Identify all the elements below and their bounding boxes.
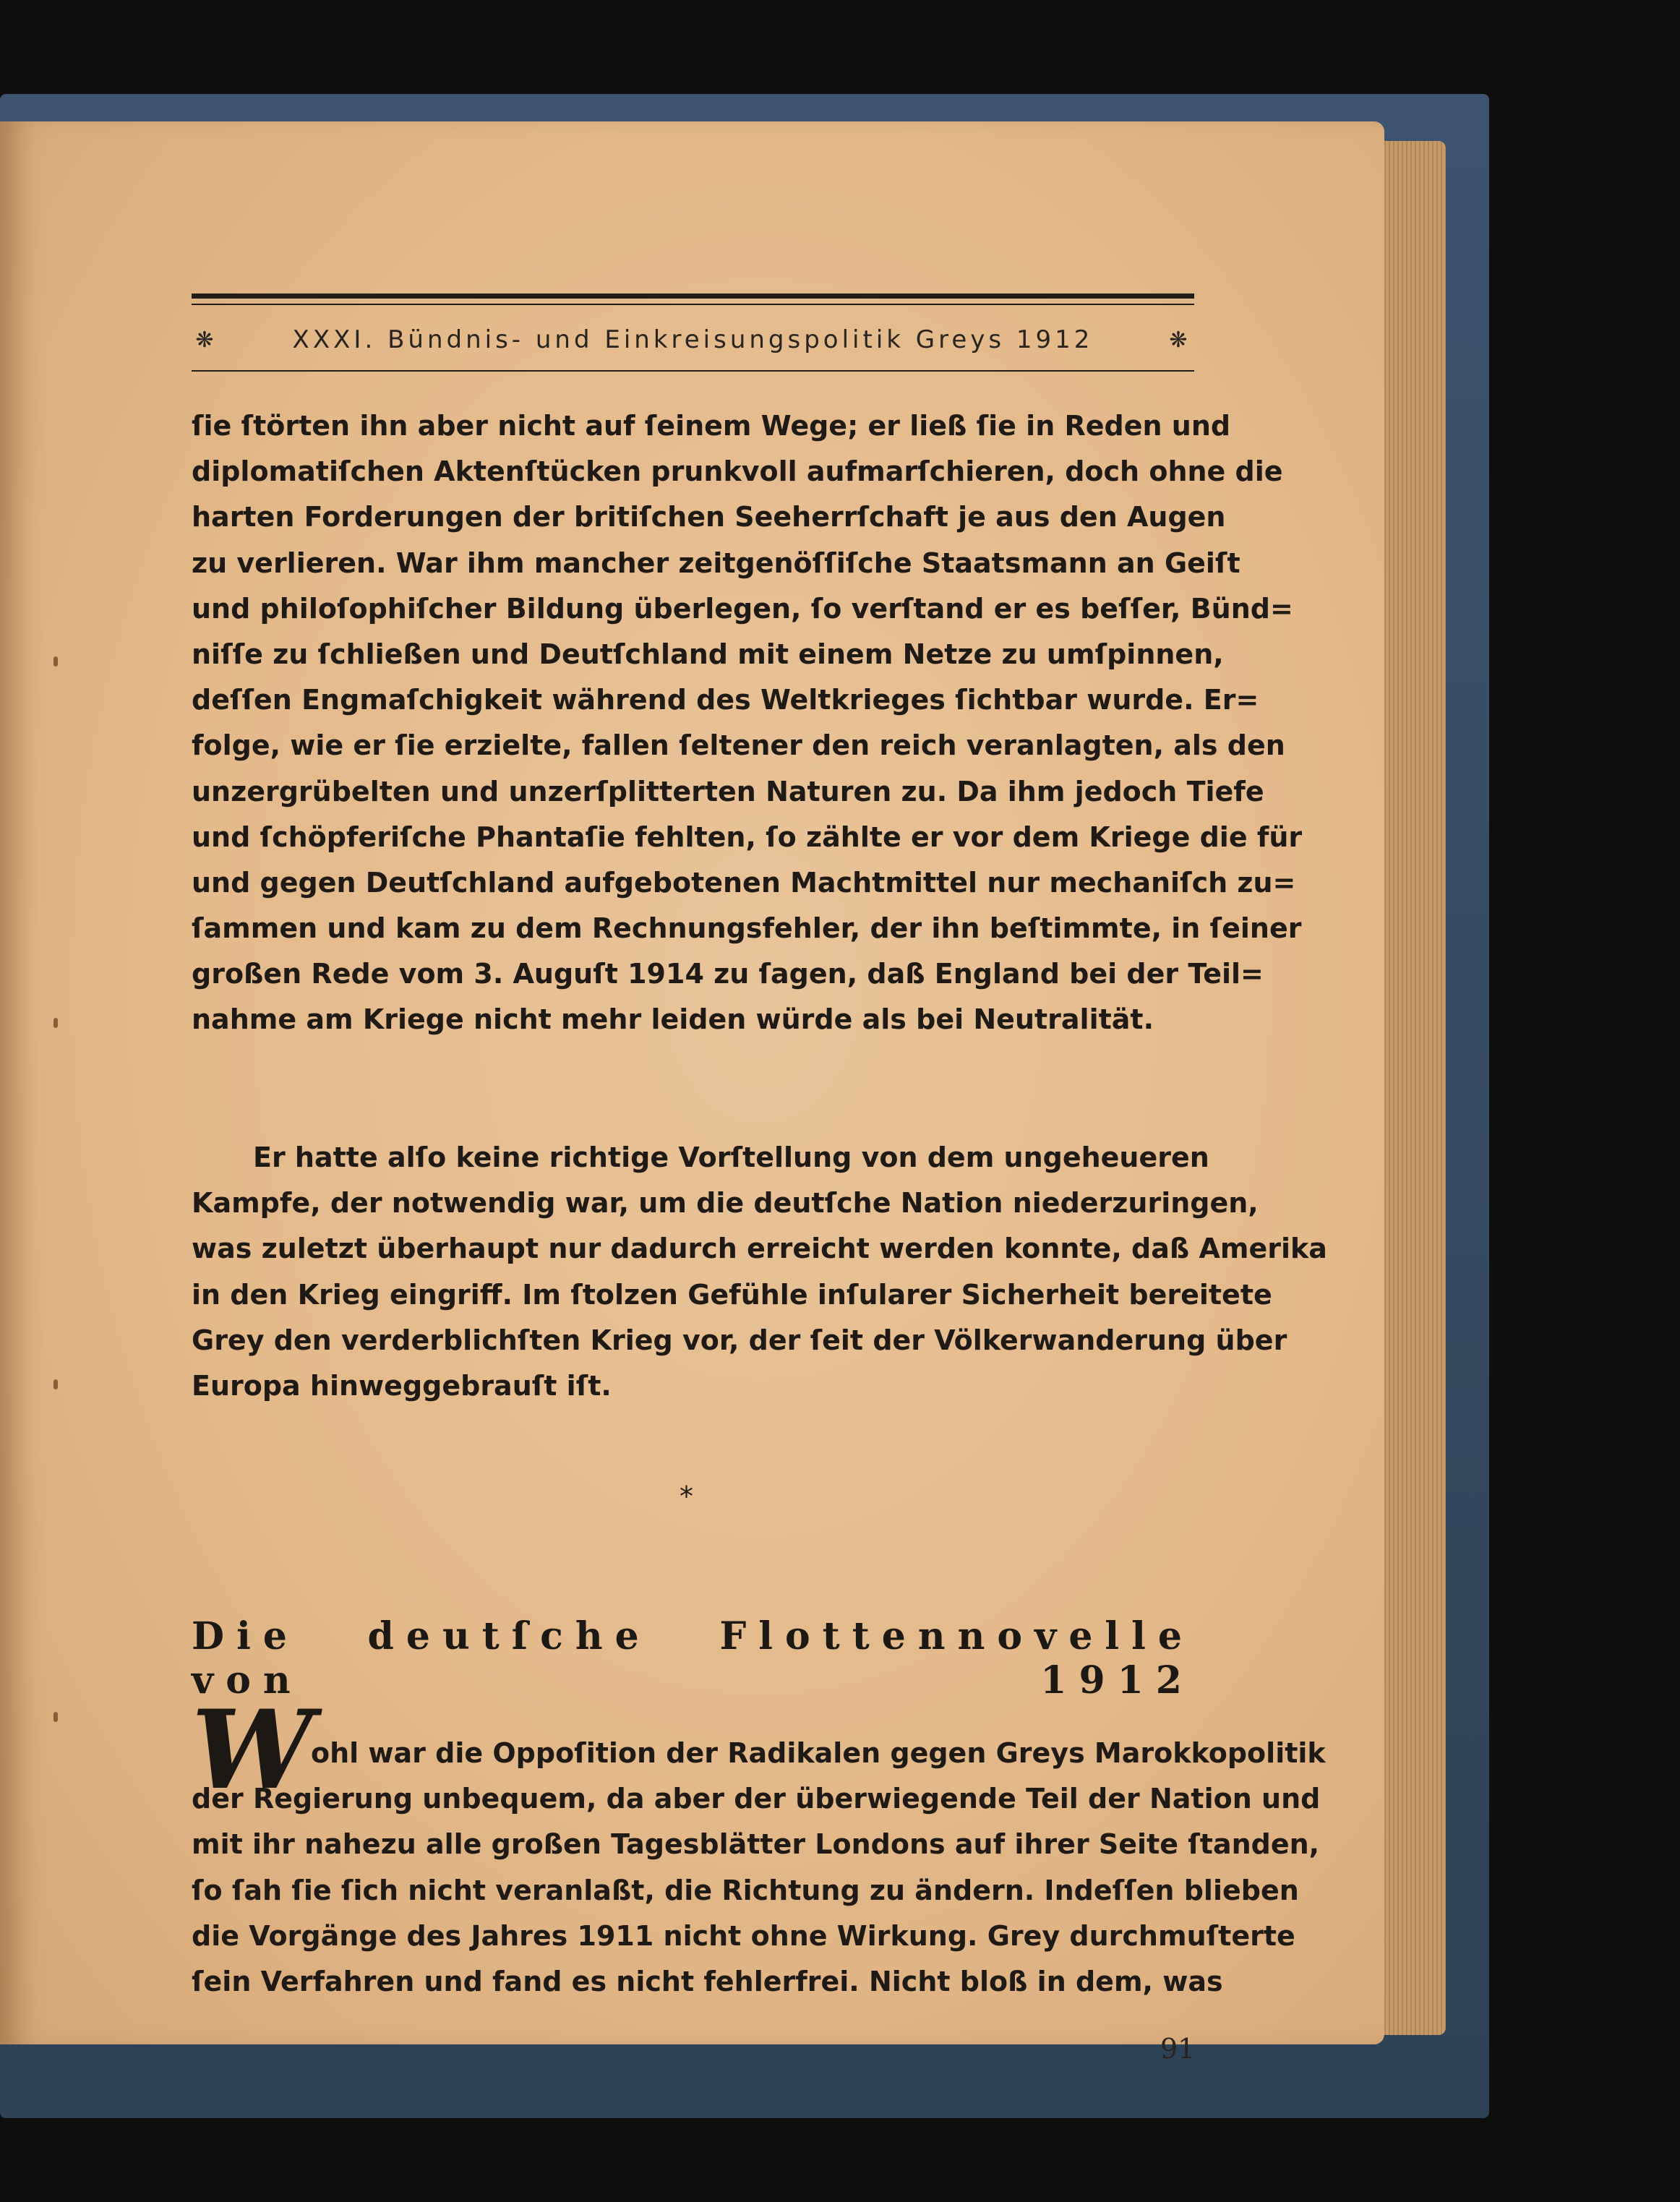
drop-cap: W <box>192 1687 314 1814</box>
text-line: harten Forderungen der britiſchen Seeherrſchaft je aus den Augen <box>192 501 1226 534</box>
page-edges <box>1373 141 1446 2035</box>
text-line: folge, wie er ſie erzielte, fallen ſeltener den reich veranlagten, als den <box>192 729 1285 762</box>
text-line: der Regierung unbequem, da aber der überwiegende Teil der Nation und <box>192 1783 1321 1815</box>
paragraph-2 <box>192 1135 1327 1409</box>
text-line: Er hatte alſo keine richtige Vorſtellung von dem ungeheueren <box>253 1141 1209 1173</box>
binding-hole <box>53 1018 58 1028</box>
text-line: großen Rede vom 3. Auguſt 1914 zu ſagen, daß England bei der Teil= <box>192 958 1264 990</box>
section-separator: * <box>680 1481 693 1512</box>
text-line: ohl war die Oppoſition der Radikalen gegen Greys Marokkopolitik <box>311 1737 1326 1769</box>
text-line: in den Krieg eingriff. Im ſtolzen Gefühle inſularer Sicherheit bereitete <box>192 1278 1272 1311</box>
ornament-left-icon: ❋ <box>195 327 217 353</box>
text-line: Kampfe, der notwendig war, um die deutſche Nation niederzuringen, <box>192 1187 1259 1220</box>
text-line: Grey den verderblichſten Krieg vor, der ſeit der Völkerwanderung über <box>192 1324 1287 1356</box>
header-rule-thick <box>192 294 1194 299</box>
paragraph-1 <box>192 403 1303 1043</box>
binding-hole <box>53 1379 58 1389</box>
header-rule-thin <box>192 304 1194 305</box>
ornament-right-icon: ❋ <box>1169 327 1191 353</box>
text-line: ſie ſtörten ihn aber nicht auf ſeinem Wege; er ließ ſie in Reden und <box>192 410 1231 442</box>
page-number: 91 <box>1160 2033 1196 2065</box>
text-line: und gegen Deutſchland aufgebotenen Machtmittel nur mechaniſch zu= <box>192 866 1296 899</box>
text-line: Europa hinweggebrauſt iſt. <box>192 1369 612 1402</box>
text-line: unzergrübelten und unzerſplitterten Naturen zu. Da ihm jedoch Tiefe <box>192 775 1264 807</box>
text-line: was zuletzt überhaupt nur dadurch erreicht werden konnte, daß Amerika <box>192 1233 1327 1265</box>
text-line: und philoſophiſcher Bildung überlegen, ſo verſtand er es beſſer, Bünd= <box>192 592 1293 625</box>
book-page <box>0 121 1384 2065</box>
text-line: diplomatiſchen Aktenſtücken prunkvoll aufmarſchieren, doch ohne die <box>192 455 1283 488</box>
text-line: nahme am Kriege nicht mehr leiden würde als bei Neutralität. <box>192 1003 1154 1036</box>
text-line: ſein Verfahren und fand es nicht fehlerfrei. Nicht bloß in dem, was <box>192 1965 1223 1997</box>
text-line: niſſe zu ſchließen und Deutſchland mit einem Netze zu umſpinnen, <box>192 638 1224 670</box>
paragraph-3 <box>192 1731 1326 2005</box>
running-head-text: XXXI. Bündnis- und Einkreisungspolitik Greys 1912 <box>292 325 1094 354</box>
binding-hole <box>53 656 58 667</box>
text-line: deſſen Engmaſchigkeit während des Weltkrieges ſichtbar wurde. Er= <box>192 684 1259 716</box>
section-title: Die deutſche Flottennovelle von 1912 <box>192 1614 1194 1702</box>
binding-hole <box>53 1712 58 1722</box>
text-line: die Vorgänge des Jahres 1911 nicht ohne Wirkung. Grey durchmuſterte <box>192 1919 1295 1952</box>
text-line: ſammen und kam zu dem Rechnungsfehler, der ihn beſtimmte, in ſeiner <box>192 912 1302 945</box>
text-line: ſo ſah ſie ſich nicht veranlaßt, die Richtung zu ändern. Indeſſen blieben <box>192 1874 1299 1906</box>
text-line: zu verlieren. War ihm mancher zeitgenöſſiſche Staatsmann an Geiſt <box>192 547 1240 579</box>
running-head <box>192 318 1194 361</box>
text-line: mit ihr nahezu alle großen Tagesblätter Londons auf ihrer Seite ſtanden, <box>192 1828 1320 1861</box>
header-rule-bottom <box>192 370 1194 372</box>
text-line: und ſchöpferiſche Phantaſie fehlten, ſo zählte er vor dem Kriege die für <box>192 821 1303 853</box>
